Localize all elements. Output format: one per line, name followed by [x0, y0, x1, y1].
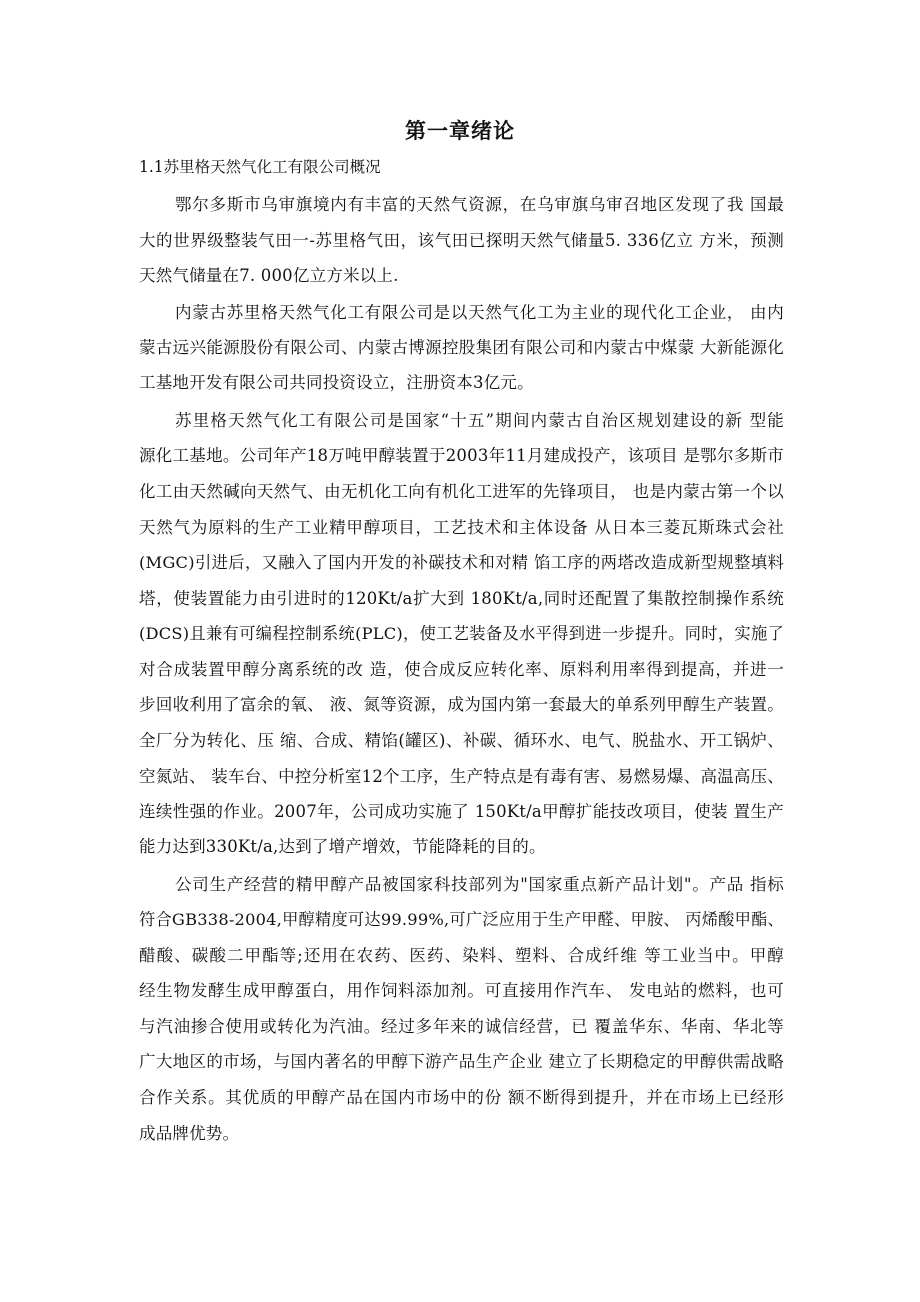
paragraph-3-line: 天然气为原料的生产工业精甲醇项目，工艺技术和主体设备 从日本三菱瓦斯珠式会社: [139, 518, 784, 537]
paragraph-3-line: 步回收利用了富余的氧、 液、氮等资源，成为国内第一套最大的单系列甲醇生产装置。: [139, 695, 784, 714]
paragraph-1-line: 大的世界级整装气田一-苏里格气田，该气田已探明天然气储量5. 336亿立 方米，预测: [139, 231, 784, 250]
paragraph-1-line: 天然气储量在7. 000亿立方米以上.: [139, 266, 399, 285]
paragraph-4-line: 经生物发酵生成甲醇蛋白，用作饲料添加剂。可直接用作汽车、 发电站的燃料，也可: [139, 981, 784, 1000]
paragraph-3-line: 塔，使装置能力由引进时的120Kt/a扩大到 180Kt/a,同时还配置了集散控制操作系统: [139, 589, 784, 608]
chapter-title: 第一章绪论: [405, 119, 515, 143]
paragraph-2-line: 蒙古远兴能源股份有限公司、内蒙古博源控股集团有限公司和内蒙古中煤蒙 大新能源化: [139, 338, 784, 357]
paragraph-4-line: 广大地区的市场，与国内著名的甲醇下游产品生产企业 建立了长期稳定的甲醇供需战略: [139, 1052, 784, 1071]
paragraph-4-line: 成品牌优势。: [139, 1124, 240, 1143]
section-heading: 1.1苏里格天然气化工有限公司概况: [139, 158, 381, 176]
paragraph-3-line: 全厂分为转化、压 缩、合成、精馅(罐区)、补碳、循环水、电气、脱盐水、开工锅炉、: [139, 731, 784, 750]
paragraph-4-line: 与汽油掺合使用或转化为汽油。经过多年来的诚信经营，已 覆盖华东、华南、华北等: [139, 1017, 784, 1036]
paragraph-3-line: 对合成装置甲醇分离系统的改 造，使合成反应转化率、原料利用率得到提高，并进一: [139, 660, 784, 679]
paragraph-3-line: (MGC)引进后，又融入了国内开发的补碳技术和对精 馅工序的两塔改造成新型规整填料: [139, 553, 784, 572]
paragraph-4-line: 符合GB338-2004,甲醇精度可达99.99%,可广泛应用于生产甲醛、甲胺、 丙烯酸甲酯、: [139, 910, 784, 929]
paragraph-1-line: 鄂尔多斯市乌审旗境内有丰富的天然气资源，在乌审旗乌审召地区发现了我 国最: [175, 195, 784, 214]
paragraph-3-line: 苏里格天然气化工有限公司是国家“十五”期间内蒙古自治区规划建设的新 型能: [175, 411, 784, 430]
paragraph-3-line: 化工由天然碱向天然气、由无机化工向有机化工进军的先锋项目， 也是内蒙古第一个以: [139, 482, 784, 501]
paragraph-3-line: 空氮站、 装车台、中控分析室12个工序，生产特点是有毒有害、易燃易爆、高温高压、: [139, 767, 784, 786]
paragraph-3-line: (DCS)且兼有可编程控制系统(PLC)，使工艺装备及水平得到进一步提升。同时，实施了: [139, 624, 784, 643]
paragraph-4-line: 合作关系。其优质的甲醇产品在国内市场中的份 额不断得到提升，并在市场上已经形: [139, 1088, 784, 1107]
paragraph-3-line: 连续性强的作业。2007年，公司成功实施了 150Kt/a甲醇扩能技改项目，使装 置生产: [139, 802, 784, 821]
paragraph-4-line: 公司生产经营的精甲醇产品被国家科技部列为"国家重点新产品计划"。产品 指标: [175, 875, 784, 894]
paragraph-2-line: 工基地开发有限公司共同投资设立，注册资本3亿元。: [139, 373, 534, 392]
paragraph-3-line: 源化工基地。公司年产18万吨甲醇装置于2003年11月建成投产，该项目 是鄂尔多斯市: [139, 446, 784, 465]
paragraph-4-line: 醋酸、碳酸二甲酯等;还用在农药、医药、染料、塑料、合成纤维 等工业当中。甲醇: [139, 946, 784, 965]
paragraph-2-line: 内蒙古苏里格天然气化工有限公司是以天然气化工为主业的现代化工企业， 由内: [175, 303, 784, 322]
paragraph-3-line: 能力达到330Kt/a,达到了增产增效，节能降耗的目的。: [139, 837, 546, 856]
